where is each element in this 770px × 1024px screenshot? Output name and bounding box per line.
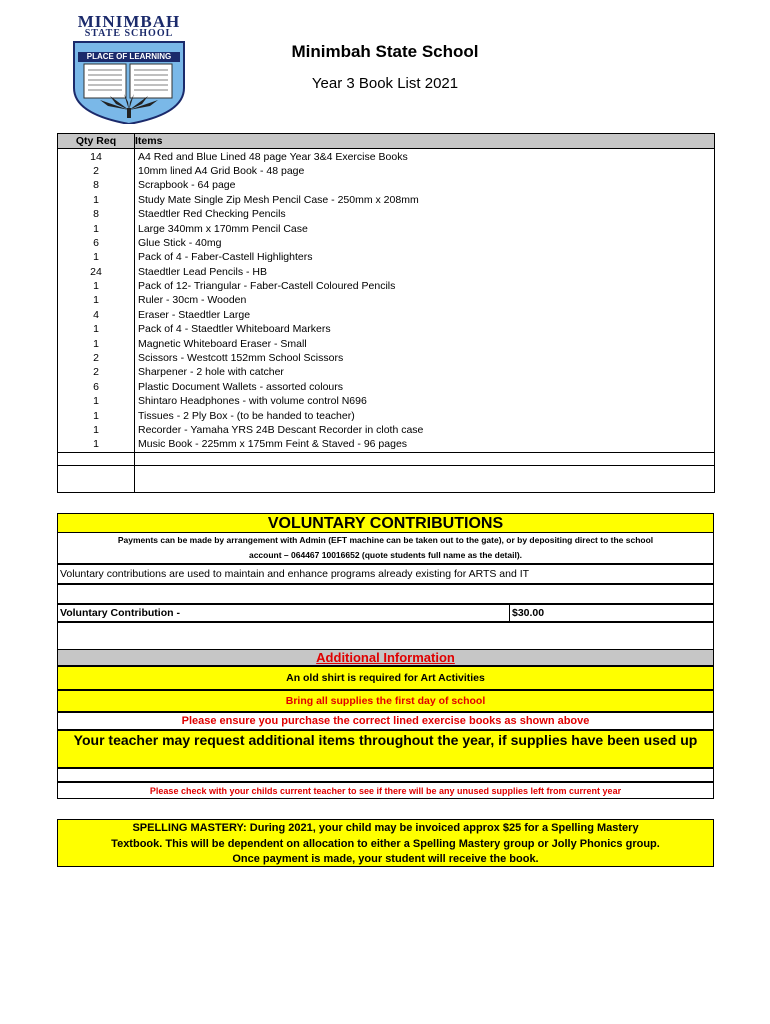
empty-cell	[58, 452, 135, 465]
payment-line-1: Payments can be made by arrangement with Admin (EFT machine can be taken out to the gate), or by depositing direct to the school	[117, 535, 654, 545]
qty-cell: 2	[58, 164, 135, 178]
table-row	[58, 408, 715, 422]
check-unused-note: Please check with your childs current teacher to see if there will be any unused supplies left from current year	[57, 782, 714, 799]
bring-supplies-note: Bring all supplies the first day of school	[57, 690, 714, 712]
item-cell: Music Book - 225mm x 175mm Feint & Staved - 96 pages	[135, 437, 715, 452]
voluntary-contributions-heading: VOLUNTARY CONTRIBUTIONS	[57, 513, 714, 533]
item-cell: Study Mate Single Zip Mesh Pencil Case - 250mm x 208mm	[135, 193, 715, 207]
item-cell: Pack of 12- Triangular - Faber-Castell Coloured Pencils	[135, 279, 715, 293]
additional-info-heading: Additional Information	[57, 649, 714, 666]
qty-cell: 14	[58, 149, 135, 164]
item-cell: Plastic Document Wallets - assorted colours	[135, 380, 715, 394]
table-row	[58, 279, 715, 293]
spelling-line-3: Once payment is made, your student will receive the book.	[232, 853, 539, 865]
school-title: Minimbah State School	[291, 42, 479, 61]
empty-cell	[58, 465, 135, 492]
items-column-header: Items	[135, 134, 715, 149]
item-cell: Pack of 4 - Faber-Castell Highlighters	[135, 250, 715, 264]
qty-cell: 1	[58, 336, 135, 350]
qty-cell: 8	[58, 178, 135, 192]
item-cell: Staedtler Red Checking Pencils	[135, 207, 715, 221]
qty-cell: 1	[58, 408, 135, 422]
table-row	[58, 193, 715, 207]
lined-books-note: Please ensure you purchase the correct lined exercise books as shown above	[57, 712, 714, 730]
qty-cell: 1	[58, 423, 135, 437]
qty-column-header: Qty Req	[58, 134, 135, 149]
table-row	[58, 308, 715, 322]
item-cell: Ruler - 30cm - Wooden	[135, 293, 715, 307]
qty-cell: 6	[58, 236, 135, 250]
table-row	[58, 394, 715, 408]
item-cell: Shintaro Headphones - with volume control N696	[135, 394, 715, 408]
qty-cell: 1	[58, 394, 135, 408]
qty-cell: 1	[58, 437, 135, 452]
item-cell: Staedtler Lead Pencils - HB	[135, 265, 715, 279]
empty-table-row	[58, 452, 715, 465]
spelling-mastery-note	[57, 819, 714, 867]
table-row	[58, 236, 715, 250]
table-row	[58, 221, 715, 235]
table-row	[58, 437, 715, 452]
logo-name-sub: STATE SCHOOL	[84, 28, 174, 39]
empty-table-row	[58, 465, 715, 492]
book-list-table	[57, 133, 715, 493]
qty-cell: 1	[58, 250, 135, 264]
empty-cell	[135, 465, 715, 492]
table-row	[58, 351, 715, 365]
payment-line-2: account – 064467 10016652 (quote students full name as the detail).	[248, 550, 523, 560]
contribution-usage: Voluntary contributions are used to maintain and enhance programs already existing for ARTS and IT	[57, 564, 714, 584]
empty-row	[57, 584, 714, 604]
qty-cell: 2	[58, 365, 135, 379]
teacher-request-note: Your teacher may request additional items throughout the year, if supplies have been used up	[57, 730, 714, 768]
payment-instructions	[57, 532, 714, 564]
qty-cell: 24	[58, 265, 135, 279]
item-cell: A4 Red and Blue Lined 48 page Year 3&4 Exercise Books	[135, 149, 715, 164]
empty-cell	[135, 452, 715, 465]
item-cell: Scissors - Westcott 152mm School Scissors	[135, 351, 715, 365]
item-cell: Tissues - 2 Ply Box - (to be handed to teacher)	[135, 408, 715, 422]
school-logo	[66, 14, 192, 122]
item-cell: Sharpener - 2 hole with catcher	[135, 365, 715, 379]
table-row	[58, 265, 715, 279]
qty-cell: 1	[58, 322, 135, 336]
empty-row	[57, 622, 714, 650]
item-cell: Scrapbook - 64 page	[135, 178, 715, 192]
qty-cell: 8	[58, 207, 135, 221]
contribution-label: Voluntary Contribution -	[60, 607, 180, 619]
spelling-line-2: Textbook. This will be dependent on allocation to either a Spelling Mastery group or Jolly Phonics group.	[111, 837, 660, 850]
logo-name: MINIMBAH	[77, 12, 181, 31]
item-cell: Magnetic Whiteboard Eraser - Small	[135, 336, 715, 350]
spelling-line-1: SPELLING MASTERY: During 2021, your child may be invoiced approx $25 for a Spelling Mastery	[132, 822, 639, 834]
table-row	[58, 380, 715, 394]
art-shirt-note: An old shirt is required for Art Activities	[57, 666, 714, 690]
table-row	[58, 423, 715, 437]
item-cell: Eraser - Staedtler Large	[135, 308, 715, 322]
qty-cell: 4	[58, 308, 135, 322]
logo-motto: PLACE OF LEARNING	[78, 52, 180, 62]
item-cell: Glue Stick - 40mg	[135, 236, 715, 250]
item-cell: Recorder - Yamaha YRS 24B Descant Recorder in cloth case	[135, 423, 715, 437]
qty-cell: 1	[58, 221, 135, 235]
item-cell: 10mm lined A4 Grid Book - 48 page	[135, 164, 715, 178]
table-row	[58, 293, 715, 307]
qty-cell: 1	[58, 279, 135, 293]
contribution-row	[57, 604, 714, 622]
table-row	[58, 164, 715, 178]
contribution-amount: $30.00	[509, 605, 715, 621]
qty-cell: 1	[58, 193, 135, 207]
booklist-title: Year 3 Book List 2021	[311, 75, 459, 92]
qty-cell: 1	[58, 293, 135, 307]
table-row	[58, 365, 715, 379]
table-row	[58, 207, 715, 221]
item-cell: Large 340mm x 170mm Pencil Case	[135, 221, 715, 235]
table-row	[58, 178, 715, 192]
empty-row	[57, 768, 714, 782]
qty-cell: 2	[58, 351, 135, 365]
qty-cell: 6	[58, 380, 135, 394]
table-row	[58, 250, 715, 264]
table-header-row	[58, 134, 715, 149]
table-row	[58, 149, 715, 164]
table-row	[58, 336, 715, 350]
item-cell: Pack of 4 - Staedtler Whiteboard Markers	[135, 322, 715, 336]
table-row	[58, 322, 715, 336]
